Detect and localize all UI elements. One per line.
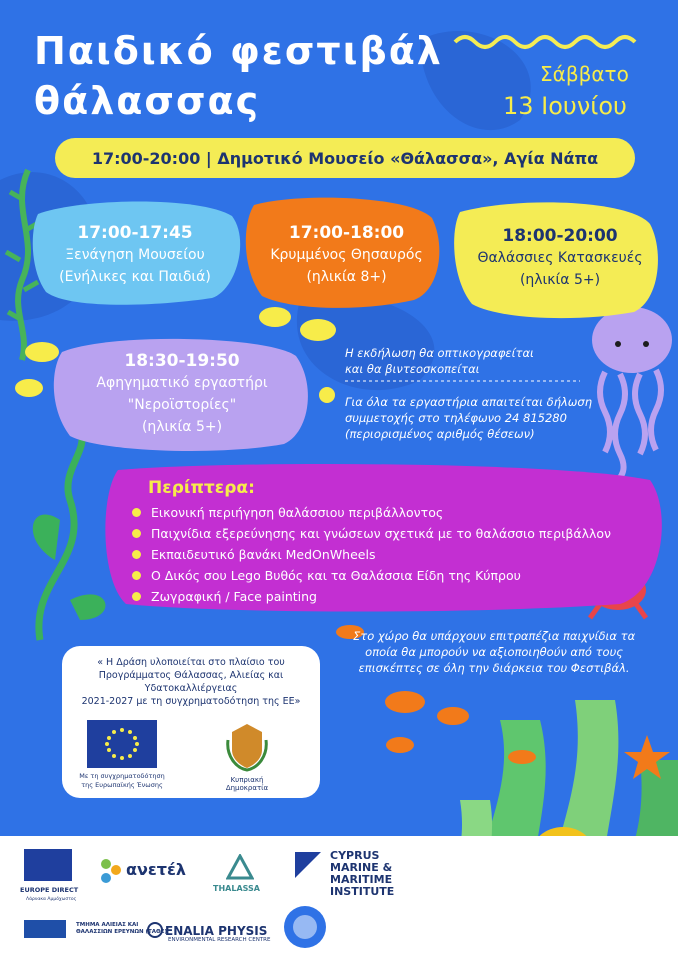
- festival-title: [34, 26, 443, 126]
- kiosks-list: [132, 502, 611, 607]
- enalia-logo-icon: [147, 922, 163, 938]
- list-item: [132, 586, 611, 607]
- cyprus-emblem-icon: [222, 720, 272, 772]
- activity-card-sea-crafts: [462, 208, 658, 308]
- eu-caption-line: Με τη συγχρηματοδότηση: [79, 772, 165, 780]
- enalia-physis-sub: ENVIRONMENTAL RESEARCH CENTRE: [168, 937, 271, 943]
- europe-direct-label: EUROPE DIRECT: [20, 886, 79, 894]
- activity-time: 17:00-18:00: [288, 223, 405, 243]
- date-day: Σάββατο: [540, 62, 629, 86]
- eu-stars-icon: [87, 720, 157, 768]
- yellow-fish: [259, 307, 291, 327]
- thalassa-logo-text: THALASSA: [213, 884, 260, 893]
- cmmi-line: MARINE &: [330, 861, 393, 874]
- cmmi-line: MARITIME: [330, 873, 393, 886]
- list-item: [132, 502, 611, 523]
- jellyfish-eye: [643, 341, 649, 347]
- eu-caption: [72, 772, 172, 790]
- list-item-text: Ζωγραφική / Face painting: [151, 589, 317, 604]
- eu-caption-line: της Ευρωπαϊκής Ένωσης: [81, 781, 163, 789]
- list-item: [132, 523, 611, 544]
- activity-audience: (ηλικία 5+): [141, 419, 223, 435]
- list-item: [132, 565, 611, 586]
- cmmi-line: CYPRUS: [330, 849, 380, 862]
- anetel-leaf-icon: [98, 856, 124, 886]
- bullet-dot: [132, 508, 141, 517]
- note-line: και θα βιντεοσκοπείται: [345, 362, 480, 376]
- orange-fish: [385, 691, 425, 713]
- activity-time: 18:00-20:00: [502, 226, 618, 246]
- bullet-dot: [132, 550, 141, 559]
- title-line-1: Παιδικό φεστιβάλ: [34, 29, 443, 73]
- activity-card-museum-tour: [40, 208, 230, 302]
- yellow-flower: [319, 387, 335, 403]
- title-line-2: θάλασσας: [34, 79, 261, 123]
- europe-direct-logo-icon: [24, 849, 72, 881]
- anetel-logo-text: ανετέλ: [126, 860, 187, 879]
- time-location-banner: 17:00-20:00 | Δημοτικό Μουσείο «Θάλασσα», Αγία Νάπα: [55, 138, 635, 178]
- cmmi-logo-text: [330, 850, 394, 898]
- activity-audience: (ηλικία 8+): [306, 269, 387, 285]
- jellyfish: [592, 307, 672, 373]
- list-item-text: Εικονική περιήγηση θαλάσσιου περιβάλλοντος: [151, 505, 444, 520]
- yellow-fish: [300, 319, 336, 341]
- date-full: 13 Ιουνίου: [503, 92, 627, 120]
- note-video-recording: [345, 345, 534, 377]
- thalassa-museum-icon: [226, 854, 254, 882]
- list-item: [132, 544, 611, 565]
- activity-audience: (ηλικία 5+): [519, 272, 601, 288]
- eu-flag-icon: [87, 720, 157, 768]
- activity-audience: (Ενήλικες και Παιδιά): [59, 269, 211, 285]
- list-item-text: Εκπαιδευτικό βανάκι MedOnWheels: [151, 547, 376, 562]
- fisheries-line: ΤΜΗΜΑ ΑΛΙΕΙΑΣ ΚΑΙ: [76, 922, 139, 928]
- activity-time: 17:00-17:45: [77, 223, 193, 243]
- orange-fish: [437, 707, 469, 725]
- yellow-fish: [15, 379, 43, 397]
- note-board-games: [353, 628, 635, 676]
- activity-card-storytelling: [62, 340, 302, 448]
- fish-circle-logo-icon: [282, 904, 328, 950]
- yellow-fish: [25, 342, 59, 362]
- activity-title: Θαλάσσιες Κατασκευές: [477, 250, 643, 266]
- seaweed-leaf: [70, 594, 105, 620]
- activity-title: Ξενάγηση Μουσείου: [65, 247, 205, 263]
- activity-card-treasure-hunt: [254, 208, 439, 302]
- jellyfish-eye: [615, 341, 621, 347]
- europe-direct-sub: Λάρνακα Αμμόχωστος: [26, 897, 77, 902]
- note-line: (περιορισμένος αριθμός θέσεων): [345, 427, 535, 441]
- orange-fish: [386, 737, 414, 753]
- cmmi-logo-icon: [293, 850, 323, 880]
- funding-line: Προγράμματος Θάλασσας, Αλιείας και Υδατοκαλλιέργειας: [98, 670, 284, 694]
- seaweed-leaf: [33, 515, 60, 560]
- orange-fish: [508, 750, 536, 764]
- enalia-physis-logo-text: ENALIA PHYSIS: [165, 924, 268, 938]
- bullet-dot: [132, 592, 141, 601]
- funding-line: 2021-2027 με τη συγχρηματοδότηση της ΕΕ»: [81, 696, 301, 707]
- note-line: επισκέπτες σε όλη την διάρκεια του Φεστιβάλ.: [358, 661, 630, 675]
- list-item-text: Παιχνίδια εξερεύνησης και γνώσεων σχετικά με το θαλάσσιο περιβάλλον: [151, 526, 611, 541]
- jellyfish-tentacles: [600, 370, 661, 484]
- list-item-text: Ο Δικός σου Lego Βυθός και τα Θαλάσσια Είδη της Κύπρου: [151, 568, 521, 583]
- note-registration: [345, 394, 592, 442]
- activity-subtitle: "Νεροϊστορίες": [127, 397, 237, 413]
- funding-line: « Η Δράση υλοποιείται στο πλαίσιο του: [97, 657, 285, 668]
- fisheries-line: ΘΑΛΑΣΣΙΩΝ ΕΡΕΥΝΩΝ (ΤΑΘΕ): [76, 929, 167, 935]
- activity-time: 18:30-19:50: [124, 351, 240, 371]
- cmmi-line: INSTITUTE: [330, 885, 395, 898]
- kiosks-title: Περίπτερα:: [148, 478, 255, 498]
- bullet-dot: [132, 529, 141, 538]
- note-line: Στο χώρο θα υπάρχουν επιτραπέζια παιχνίδια τα: [353, 629, 636, 643]
- note-line: Η εκδήλωση θα οπτικογραφείται: [345, 346, 534, 360]
- activity-title: Αφηγηματικό εργαστήρι: [96, 375, 268, 391]
- fisheries-logo-icon: [24, 920, 66, 938]
- bullet-dot: [132, 571, 141, 580]
- activity-title: Κρυμμένος Θησαυρός: [270, 247, 423, 263]
- note-line: οποία θα μπορούν να αξιοποιηθούν από τους: [365, 645, 623, 659]
- funding-statement: [62, 656, 320, 708]
- cyprus-caption: Κυπριακή Δημοκρατία: [225, 776, 269, 792]
- note-line: συμμετοχής στο τηλέφωνο 24 815280: [345, 411, 567, 425]
- note-line: Για όλα τα εργαστήρια απαιτείται δήλωση: [345, 395, 592, 409]
